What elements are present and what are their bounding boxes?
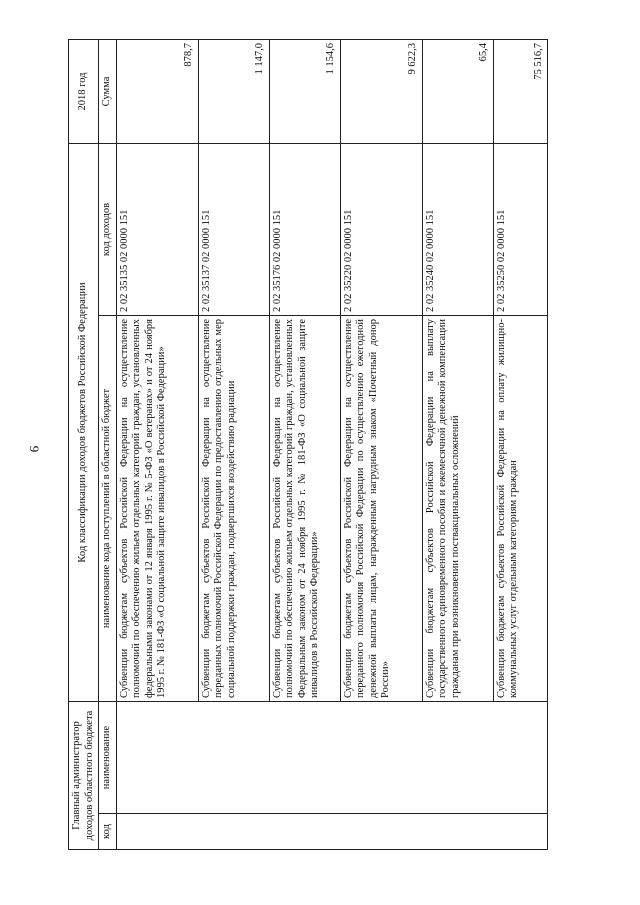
- row-description: Субвенции бюджетам субъектов Российской Федерации на выплату государственного единовременного пособия и ежемесячной денежной компенсации гражданам при возникновении поствакцинальных осложнений: [422, 316, 493, 702]
- row-amount: 1 147,0: [198, 39, 269, 143]
- income-table: [68, 39, 548, 850]
- row-description: Субвенции бюджетам субъектов Российской Федерации на осуществление переданного полномочия Российской Федерации по осуществлению ежегодной денежной выплаты лицам, награжденным нагрудным знаком «Почетный донор России»: [340, 316, 422, 702]
- table-row: [116, 39, 198, 849]
- row-amount: 9 622,3: [340, 39, 422, 143]
- classification-group-header: Код классификации доходов бюджетов Российской Федерации: [69, 143, 99, 701]
- row-amount: 75 516,7: [493, 39, 548, 143]
- row-code: 2 02 35137 02 0000 151: [198, 143, 269, 315]
- row-description: Субвенции бюджетам субъектов Российской Федерации на оплату жилищно-коммунальных услуг отдельным категориям граждан: [493, 316, 548, 702]
- row-amount: 1 154,6: [269, 39, 340, 143]
- row-description: Субвенции бюджетам субъектов Российской Федерации на осуществление переданных полномочий Российской Федерации по предоставлению отдельных мер социальной поддержки граждан, подвергшихся воздействию радиации: [198, 316, 269, 702]
- row-code: 2 02 35176 02 0000 151: [269, 143, 340, 315]
- income-name-header: наименование кода поступлений в областной бюджет: [99, 316, 117, 702]
- admin-code-header: код: [99, 814, 117, 850]
- admin-code-cell: [116, 814, 548, 850]
- row-code: 2 02 35250 02 0000 151: [493, 143, 548, 315]
- row-code: 2 02 35240 02 0000 151: [422, 143, 493, 315]
- row-description: Субвенции бюджетам субъектов Российской Федерации на осуществление полномочий по обеспечению жильем отдельных категорий граждан, установленных федеральными законами от 12 января 1995 г. № 5-ФЗ «О ветеранах» и от 24 ноября 1995 г. № 181-ФЗ «О социальной защите инвалидов в Российской Федерации»: [116, 316, 198, 702]
- admin-group-header: Главный администратор доходов областного бюджета: [69, 702, 99, 850]
- income-table-sheet: [68, 40, 548, 850]
- row-code: 2 02 35135 02 0000 151: [116, 143, 198, 315]
- page-number: 9: [27, 445, 42, 453]
- row-description: Субвенции бюджетам субъектов Российской Федерации на осуществление полномочий по обеспечению жильем отдельных категорий граждан, установленных Федеральным законом от 24 ноября 1995 г. № 181-ФЗ «О социальной защите инвалидов в Российской Федерации»: [269, 316, 340, 702]
- sum-header: Сумма: [99, 39, 117, 143]
- admin-name-cell: [116, 702, 548, 814]
- admin-name-header: наименование: [99, 702, 117, 814]
- row-amount: 65,4: [422, 39, 493, 143]
- year-header: 2018 год: [69, 39, 99, 143]
- header-row-2: [99, 39, 117, 849]
- header-row-1: [69, 39, 99, 849]
- row-amount: 878,7: [116, 39, 198, 143]
- row-code: 2 02 35220 02 0000 151: [340, 143, 422, 315]
- income-code-header: код доходов: [99, 143, 117, 315]
